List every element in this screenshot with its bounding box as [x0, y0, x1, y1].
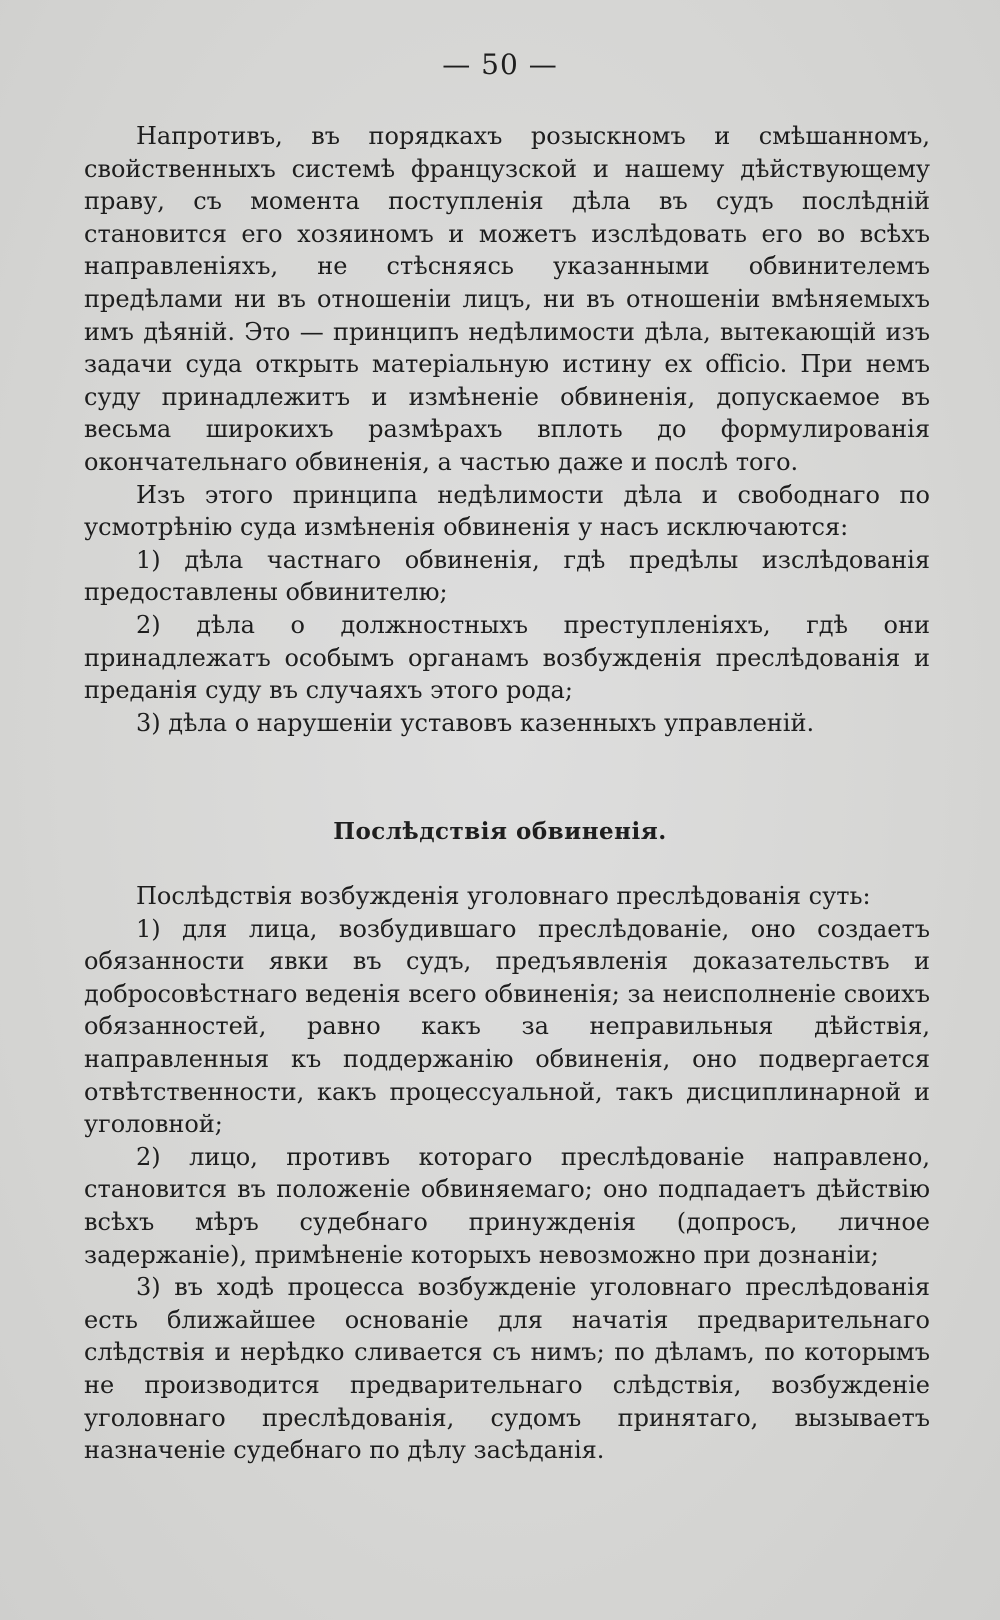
text-block-bottom [84, 880, 930, 1467]
list-item: 2) дѣла о должностныхъ преступленіяхъ, гдѣ они принадлежатъ особымъ органамъ возбужденія преслѣдованія и преданія суду въ случаяхъ этого рода; [84, 610, 930, 705]
paragraph: Послѣдствія возбужденія уголовнаго преслѣдованія суть: [136, 882, 871, 910]
list-item: 1) дѣла частнаго обвиненія, гдѣ предѣлы изслѣдованія предоставлены обвинителю; [84, 545, 930, 607]
list-item: 3) въ ходѣ процесса возбужденіе уголовнаго преслѣдованія есть ближайшее основаніе для начатія предварительнаго слѣдствія и нерѣдко сливается съ нимъ; по дѣламъ, по которымъ не производится предварительнаго слѣдствія, возбужденіе уголовнаго преслѣдованія, судомъ принятаго, вызываетъ назначеніе судебнаго по дѣлу засѣданія. [84, 1273, 930, 1465]
list-item: 3) дѣла о нарушеніи уставовъ казенныхъ управленій. [136, 708, 815, 737]
text-block-top [84, 120, 930, 739]
page-number: — 50 — [442, 48, 558, 81]
list-item: 1) для лица, возбудившаго преслѣдованіе, оно создаетъ обязанности явки въ судъ, предъявленія доказательствъ и добросовѣстнаго веденія всего обвиненія; за неисполненіе своихъ обязанностей, равно какъ за неправильныя дѣйствія, направленныя къ поддержанію обвиненія, оно подвергается отвѣтственности, какъ процессуальной, такъ дисциплинарной и уголовной; [84, 914, 930, 1139]
list-item: 2) лицо, противъ котораго преслѣдованіе направлено, становится въ положеніе обвиняемаго; оно подпадаетъ дѣйствію всѣхъ мѣръ судебнаго принужденія (допросъ, личное задержаніе), примѣненіе которыхъ невозможно при дознаніи; [84, 1142, 930, 1269]
paragraph: Напротивъ, въ порядкахъ розыскномъ и смѣшанномъ, свойственныхъ системѣ французской и нашему дѣйствующему праву, съ момента поступленія дѣла въ судъ послѣдній становится его хозяиномъ и можетъ изслѣдовать его во всѣхъ направленіяхъ, не стѣсняясь указанными обвинителемъ предѣлами ни въ отношеніи лицъ, ни въ отношеніи вмѣняемыхъ имъ дѣяній. Это — принципъ недѣлимости дѣла, вытекающій изъ задачи суда открыть матеріальную истину ex officio. При немъ суду принадлежитъ и измѣненіе обвиненія, допускаемое въ весьма широкихъ размѣрахъ вплоть до формулированія окончательнаго обвиненія, а частью даже и послѣ того. [84, 122, 930, 476]
section-heading: Послѣдствія обвиненія. [333, 818, 667, 845]
paragraph: Изъ этого принципа недѣлимости дѣла и свободнаго по усмотрѣнію суда измѣненія обвиненія у насъ исключаются: [84, 480, 930, 542]
